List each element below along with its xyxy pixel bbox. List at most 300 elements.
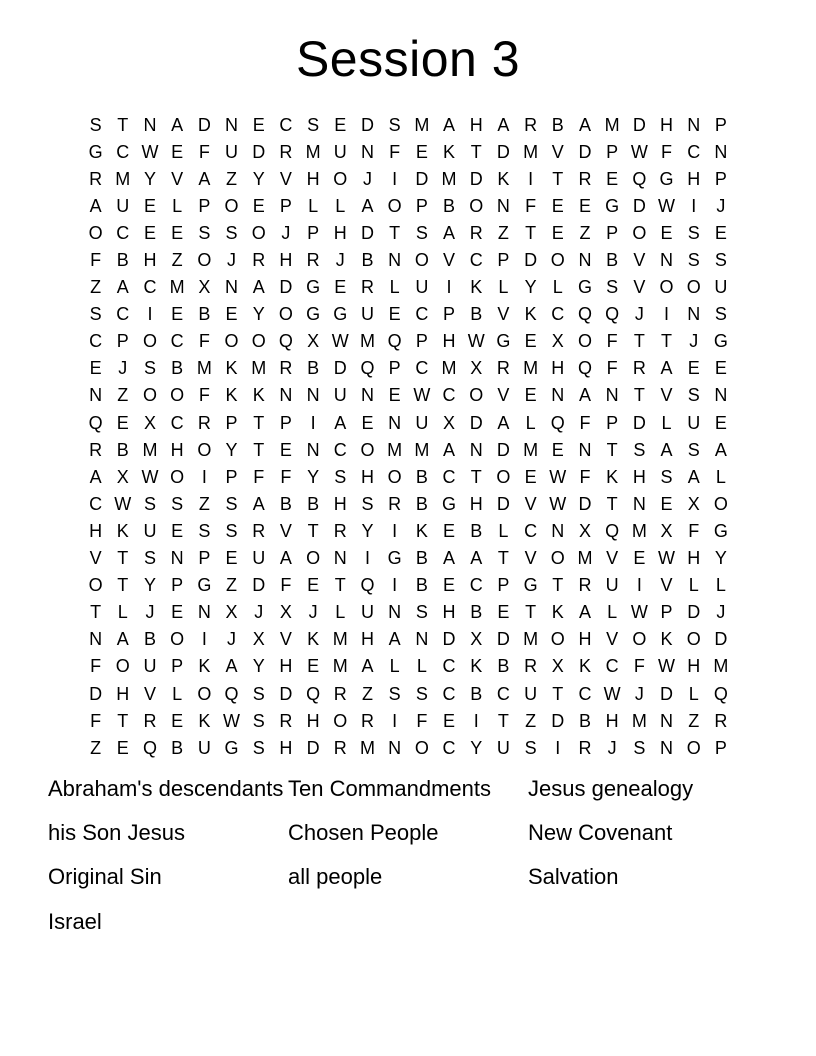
grid-letter: O xyxy=(659,277,674,298)
grid-letter: Q xyxy=(605,304,620,325)
grid-letter: O xyxy=(224,331,239,352)
grid-letter: N xyxy=(605,385,619,406)
word-list-item: Chosen People xyxy=(288,820,439,846)
grid-letter: X xyxy=(116,466,129,487)
grid-letter: F xyxy=(633,656,645,677)
grid-letter: P xyxy=(415,331,428,352)
grid-letter: Q xyxy=(88,412,103,433)
grid-letter: P xyxy=(497,250,510,271)
grid-letter: A xyxy=(443,114,456,135)
grid-letter: F xyxy=(525,195,537,216)
grid-letter: V xyxy=(497,304,510,325)
grid-letter: M xyxy=(251,358,267,379)
grid-letter: U xyxy=(687,412,701,433)
grid-letter: V xyxy=(279,629,292,650)
grid-letter: M xyxy=(577,548,593,569)
grid-letter: P xyxy=(714,114,727,135)
grid-letter: D xyxy=(632,114,646,135)
grid-letter: U xyxy=(225,141,239,162)
grid-letter: O xyxy=(550,548,565,569)
grid-letter: E xyxy=(551,195,564,216)
grid-letter: E xyxy=(497,602,510,623)
grid-letter: R xyxy=(360,277,374,298)
grid-letter: I xyxy=(364,548,370,569)
grid-letter: B xyxy=(443,195,456,216)
grid-letter: H xyxy=(333,493,347,514)
grid-letter: K xyxy=(606,466,619,487)
grid-letter: M xyxy=(169,277,185,298)
grid-letter: L xyxy=(715,575,726,596)
grid-letter: D xyxy=(660,683,674,704)
grid-letter: P xyxy=(388,358,401,379)
grid-letter: O xyxy=(170,629,185,650)
grid-letter: D xyxy=(496,439,510,460)
grid-letter: E xyxy=(524,466,537,487)
grid-letter: S xyxy=(252,737,265,758)
grid-letter: C xyxy=(442,737,456,758)
grid-letter: K xyxy=(225,385,238,406)
grid-letter: S xyxy=(687,439,700,460)
grid-letter: P xyxy=(171,656,184,677)
grid-letter: S xyxy=(633,439,646,460)
grid-letter: G xyxy=(659,168,674,189)
grid-letter: N xyxy=(170,548,184,569)
grid-letter: D xyxy=(714,629,728,650)
grid-letter: Y xyxy=(307,466,320,487)
grid-letter: T xyxy=(633,331,645,352)
grid-letter: B xyxy=(198,304,211,325)
grid-letter: C xyxy=(415,304,429,325)
grid-letter: P xyxy=(171,575,184,596)
grid-letter: T xyxy=(90,602,102,623)
grid-letter: B xyxy=(415,466,428,487)
grid-letter: O xyxy=(686,737,701,758)
grid-letter: S xyxy=(388,683,401,704)
grid-letter: Q xyxy=(306,683,321,704)
grid-letter: C xyxy=(333,439,347,460)
grid-letter: Q xyxy=(224,683,239,704)
grid-letter: X xyxy=(307,331,320,352)
grid-letter: I xyxy=(691,195,697,216)
grid-letter: P xyxy=(225,412,238,433)
grid-letter: F xyxy=(280,575,292,596)
grid-letter: F xyxy=(280,466,292,487)
grid-letter: O xyxy=(115,656,130,677)
grid-letter: J xyxy=(634,683,644,704)
grid-letter: Z xyxy=(226,168,238,189)
grid-letter: V xyxy=(551,141,564,162)
grid-letter: F xyxy=(389,141,401,162)
grid-letter: D xyxy=(496,493,510,514)
grid-letter: O xyxy=(197,439,212,460)
grid-letter: D xyxy=(632,412,646,433)
grid-letter: E xyxy=(633,548,646,569)
grid-letter: E xyxy=(714,222,727,243)
word-list-item: Original Sin xyxy=(48,864,162,890)
grid-letter: F xyxy=(198,141,210,162)
grid-letter: Z xyxy=(90,277,102,298)
grid-letter: Z xyxy=(198,493,210,514)
grid-letter: K xyxy=(524,304,537,325)
grid-letter: C xyxy=(605,656,619,677)
grid-letter: S xyxy=(225,520,238,541)
grid-letter: I xyxy=(473,710,479,731)
grid-letter: N xyxy=(632,493,646,514)
grid-letter: K xyxy=(415,520,428,541)
grid-letter: B xyxy=(171,358,184,379)
grid-letter: P xyxy=(660,602,673,623)
grid-letter: D xyxy=(551,710,565,731)
grid-letter: N xyxy=(578,250,592,271)
grid-letter: A xyxy=(361,195,374,216)
grid-letter: N xyxy=(660,710,674,731)
grid-letter: T xyxy=(117,548,129,569)
grid-letter: S xyxy=(687,222,700,243)
grid-letter: S xyxy=(225,222,238,243)
grid-letter: H xyxy=(660,114,674,135)
grid-letter: M xyxy=(523,629,539,650)
grid-letter: S xyxy=(633,737,646,758)
grid-letter: I xyxy=(392,520,398,541)
grid-letter: L xyxy=(172,683,183,704)
grid-letter: C xyxy=(279,114,293,135)
grid-letter: A xyxy=(116,629,129,650)
grid-letter: C xyxy=(469,575,483,596)
word-list-item: Ten Commandments xyxy=(288,776,491,801)
grid-letter: O xyxy=(88,575,103,596)
grid-letter: S xyxy=(415,602,428,623)
grid-letter: I xyxy=(201,629,207,650)
word-list-item: Salvation xyxy=(528,864,619,890)
grid-letter: P xyxy=(497,575,510,596)
grid-letter: L xyxy=(715,466,726,487)
grid-letter: C xyxy=(116,141,130,162)
grid-letter: R xyxy=(143,710,157,731)
grid-letter: Y xyxy=(252,656,265,677)
grid-letter: X xyxy=(660,520,673,541)
grid-letter: A xyxy=(660,439,673,460)
grid-letter: S xyxy=(388,114,401,135)
grid-letter: P xyxy=(606,141,619,162)
grid-letter: V xyxy=(279,168,292,189)
grid-letter: K xyxy=(307,629,320,650)
grid-letter: L xyxy=(688,683,699,704)
grid-letter: W xyxy=(141,466,159,487)
grid-letter: X xyxy=(198,277,211,298)
grid-letter: N xyxy=(687,304,701,325)
grid-letter: Q xyxy=(278,331,293,352)
grid-letter: M xyxy=(414,114,430,135)
grid-letter: E xyxy=(143,195,156,216)
grid-letter: S xyxy=(143,358,156,379)
grid-letter: R xyxy=(714,710,728,731)
grid-letter: S xyxy=(252,683,265,704)
grid-letter: O xyxy=(686,277,701,298)
grid-letter: Z xyxy=(90,737,102,758)
grid-letter: M xyxy=(631,710,647,731)
grid-letter: B xyxy=(307,358,320,379)
grid-letter: Q xyxy=(605,520,620,541)
grid-letter: N xyxy=(388,412,402,433)
grid-letter: E xyxy=(89,358,102,379)
grid-letter: O xyxy=(224,195,239,216)
grid-letter: U xyxy=(116,195,130,216)
grid-letter: I xyxy=(392,710,398,731)
grid-letter: F xyxy=(198,331,210,352)
grid-letter: O xyxy=(88,222,103,243)
grid-letter: W xyxy=(603,683,621,704)
grid-letter: T xyxy=(389,222,401,243)
grid-letter: A xyxy=(714,439,727,460)
grid-letter: V xyxy=(633,250,646,271)
grid-letter: J xyxy=(634,304,644,325)
grid-letter: H xyxy=(551,358,565,379)
grid-letter: A xyxy=(578,114,591,135)
grid-letter: J xyxy=(227,629,237,650)
grid-letter: W xyxy=(658,656,676,677)
grid-letter: S xyxy=(143,548,156,569)
grid-letter: M xyxy=(523,141,539,162)
grid-letter: B xyxy=(361,250,374,271)
grid-letter: H xyxy=(687,168,701,189)
grid-letter: B xyxy=(470,602,483,623)
grid-letter: H xyxy=(360,629,374,650)
grid-letter: W xyxy=(467,331,485,352)
grid-letter: N xyxy=(360,141,374,162)
grid-letter: O xyxy=(333,168,348,189)
grid-letter: C xyxy=(442,656,456,677)
grid-letter: T xyxy=(552,168,564,189)
grid-letter: R xyxy=(632,358,646,379)
grid-letter: E xyxy=(660,493,673,514)
grid-letter: R xyxy=(578,737,592,758)
grid-letter: E xyxy=(361,412,374,433)
grid-letter: U xyxy=(360,304,374,325)
grid-letter: N xyxy=(551,520,565,541)
grid-letter: H xyxy=(279,250,293,271)
grid-letter: F xyxy=(606,358,618,379)
grid-letter: M xyxy=(332,656,348,677)
grid-letter: V xyxy=(443,250,456,271)
grid-letter: L xyxy=(525,412,536,433)
grid-letter: M xyxy=(631,520,647,541)
grid-letter: E xyxy=(171,710,184,731)
word-list-item: all people xyxy=(288,864,383,890)
grid-letter: N xyxy=(225,277,239,298)
grid-letter: L xyxy=(389,656,400,677)
grid-letter: U xyxy=(333,141,347,162)
grid-letter: N xyxy=(578,439,592,460)
grid-letter: Y xyxy=(252,168,265,189)
grid-letter: X xyxy=(551,331,564,352)
grid-letter: M xyxy=(713,656,729,677)
grid-letter: C xyxy=(116,222,130,243)
grid-letter: X xyxy=(470,358,483,379)
grid-letter: I xyxy=(528,168,534,189)
grid-letter: E xyxy=(116,737,129,758)
grid-letter: D xyxy=(469,412,483,433)
grid-letter: H xyxy=(279,737,293,758)
grid-letter: Z xyxy=(117,385,129,406)
grid-letter: R xyxy=(252,250,266,271)
grid-letter: R xyxy=(524,656,538,677)
word-list-item: Jesus genealogy xyxy=(528,776,694,801)
grid-letter: P xyxy=(225,466,238,487)
grid-letter: U xyxy=(333,385,347,406)
grid-letter: A xyxy=(89,195,102,216)
grid-letter: E xyxy=(171,141,184,162)
grid-letter: E xyxy=(687,358,700,379)
grid-letter: O xyxy=(142,385,157,406)
grid-letter: C xyxy=(578,683,592,704)
grid-letter: E xyxy=(143,222,156,243)
grid-letter: H xyxy=(469,493,483,514)
grid-letter: L xyxy=(688,575,699,596)
grid-letter: E xyxy=(714,412,727,433)
grid-letter: R xyxy=(524,114,538,135)
grid-letter: L xyxy=(335,195,346,216)
grid-letter: N xyxy=(388,250,402,271)
grid-letter: E xyxy=(415,141,428,162)
grid-letter: S xyxy=(171,493,184,514)
grid-letter: K xyxy=(578,656,591,677)
grid-letter: O xyxy=(469,195,484,216)
grid-letter: E xyxy=(279,439,292,460)
word-list-item: his Son Jesus xyxy=(48,820,185,846)
page-title: Session 3 xyxy=(295,31,521,87)
grid-letter: H xyxy=(578,629,592,650)
grid-letter: D xyxy=(415,168,429,189)
grid-letter: H xyxy=(442,331,456,352)
grid-letter: O xyxy=(170,466,185,487)
grid-letter: S xyxy=(89,304,102,325)
grid-letter: D xyxy=(333,358,347,379)
grid-letter: F xyxy=(90,250,102,271)
grid-letter: C xyxy=(442,466,456,487)
grid-letter: U xyxy=(143,520,157,541)
grid-letter: R xyxy=(333,737,347,758)
grid-letter: A xyxy=(252,493,265,514)
grid-letter: C xyxy=(442,683,456,704)
grid-letter: X xyxy=(470,629,483,650)
grid-letter: R xyxy=(252,520,266,541)
grid-letter: R xyxy=(388,493,402,514)
grid-letter: T xyxy=(606,493,618,514)
grid-letter: Y xyxy=(714,548,727,569)
grid-letter: O xyxy=(713,493,728,514)
grid-letter: E xyxy=(524,385,537,406)
grid-letter: E xyxy=(714,358,727,379)
grid-letter: E xyxy=(252,114,265,135)
grid-letter: P xyxy=(198,548,211,569)
grid-letter: H xyxy=(469,114,483,135)
grid-letter: A xyxy=(497,412,510,433)
grid-letter: N xyxy=(660,737,674,758)
grid-letter: W xyxy=(114,493,132,514)
grid-letter: T xyxy=(117,710,129,731)
grid-letter: R xyxy=(360,710,374,731)
grid-letter: P xyxy=(714,168,727,189)
grid-letter: H xyxy=(170,439,184,460)
grid-letter: P xyxy=(116,331,129,352)
grid-letter: V xyxy=(171,168,184,189)
grid-letter: R xyxy=(306,250,320,271)
grid-letter: M xyxy=(523,439,539,460)
grid-letter: U xyxy=(524,683,538,704)
grid-letter: X xyxy=(687,493,700,514)
grid-letter: S xyxy=(714,304,727,325)
grid-letter: A xyxy=(578,602,591,623)
grid-letter: N xyxy=(306,439,320,460)
grid-letter: Q xyxy=(360,575,375,596)
grid-letter: V xyxy=(524,493,537,514)
grid-letter: D xyxy=(632,195,646,216)
grid-letter: G xyxy=(713,331,728,352)
grid-letter: J xyxy=(281,222,291,243)
grid-letter: M xyxy=(441,358,457,379)
word-list-item: New Covenant xyxy=(528,820,673,846)
grid-letter: B xyxy=(307,493,320,514)
grid-letter: O xyxy=(197,683,212,704)
grid-letter: U xyxy=(252,548,266,569)
grid-letter: E xyxy=(606,168,619,189)
grid-letter: A xyxy=(578,385,591,406)
grid-letter: B xyxy=(279,493,292,514)
grid-letter: S xyxy=(252,710,265,731)
grid-letter: Z xyxy=(497,222,509,243)
grid-letter: K xyxy=(116,520,129,541)
grid-letter: A xyxy=(443,222,456,243)
grid-letter: N xyxy=(388,737,402,758)
word-list-item: Israel xyxy=(48,908,102,934)
grid-letter: E xyxy=(443,575,456,596)
grid-letter: S xyxy=(524,737,537,758)
grid-letter: O xyxy=(387,195,402,216)
grid-letter: P xyxy=(415,195,428,216)
grid-letter: X xyxy=(143,412,156,433)
grid-letter: A xyxy=(497,114,510,135)
grid-letter: N xyxy=(89,629,103,650)
grid-letter: R xyxy=(469,222,483,243)
grid-letter: O xyxy=(577,331,592,352)
grid-letter: H xyxy=(116,683,130,704)
grid-letter: U xyxy=(360,602,374,623)
grid-letter: E xyxy=(388,304,401,325)
grid-letter: R xyxy=(279,141,293,162)
grid-letter: X xyxy=(443,412,456,433)
grid-letter: B xyxy=(470,683,483,704)
grid-letter: H xyxy=(360,466,374,487)
grid-letter: Z xyxy=(171,250,183,271)
grid-letter: P xyxy=(279,412,292,433)
grid-letter: Z xyxy=(525,710,537,731)
grid-letter: N xyxy=(197,602,211,623)
grid-letter: N xyxy=(225,114,239,135)
grid-letter: B xyxy=(143,629,156,650)
grid-letter: C xyxy=(170,412,184,433)
grid-letter: L xyxy=(117,602,128,623)
grid-letter: V xyxy=(660,575,673,596)
grid-letter: L xyxy=(661,412,672,433)
grid-letter: V xyxy=(633,277,646,298)
grid-letter: O xyxy=(686,629,701,650)
grid-letter: U xyxy=(415,277,429,298)
grid-letter: F xyxy=(688,520,700,541)
grid-letter: D xyxy=(89,683,103,704)
grid-letter: J xyxy=(145,602,155,623)
grid-letter: Q xyxy=(550,412,565,433)
grid-letter: D xyxy=(578,493,592,514)
